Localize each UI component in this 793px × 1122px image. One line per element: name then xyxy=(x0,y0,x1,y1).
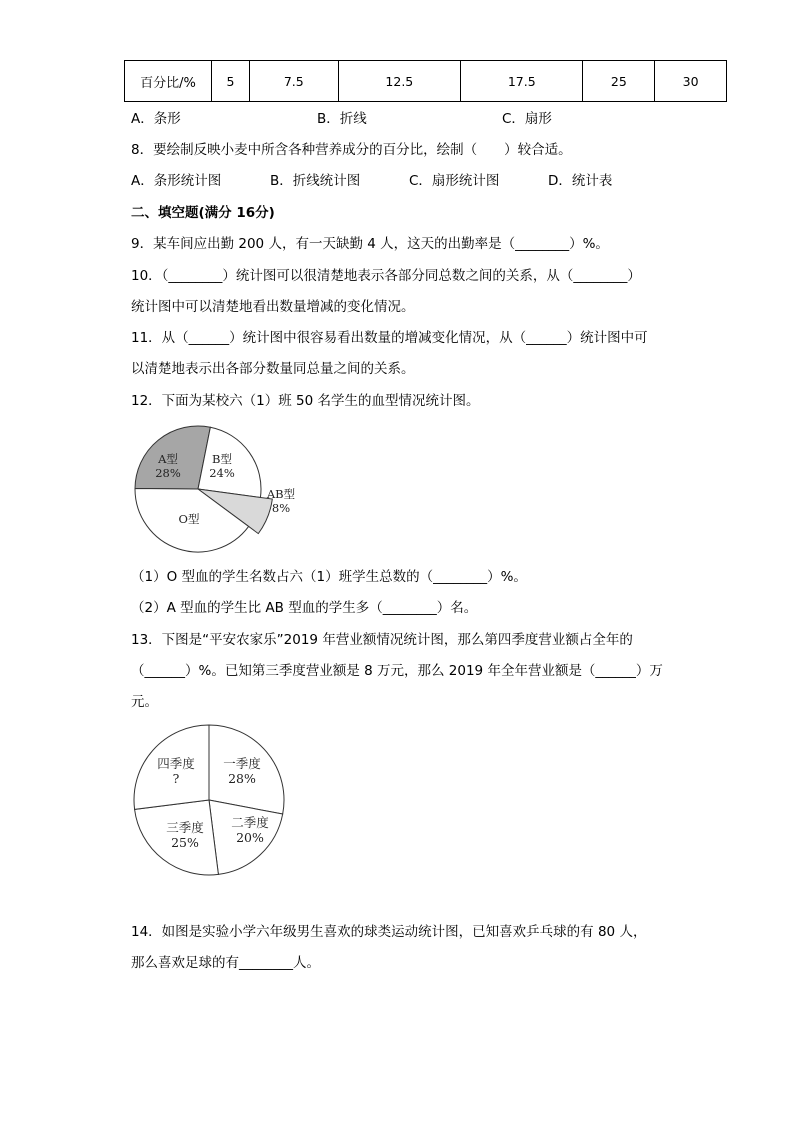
table-cell: 25 xyxy=(583,61,655,102)
slice-value-label: 20% xyxy=(236,830,264,845)
q7-option-c: C．扇形 xyxy=(502,111,552,127)
q11-line-1: 11．从（______）统计图中很容易看出数量的增减变化情况，从（______）统计图中可 xyxy=(131,330,648,346)
q8-option-c: C．扇形统计图 xyxy=(409,173,500,189)
slice-label: O型 xyxy=(178,512,200,526)
q14-line-1: 14．如图是实验小学六年级男生喜欢的球类运动统计图，已知喜欢乒乓球的有 80 人， xyxy=(131,924,647,940)
quarterly-revenue-pie-chart xyxy=(130,720,295,880)
q11-line-2: 以清楚地表示出各部分数量同总量之间的关系。 xyxy=(131,361,415,377)
q8-text: 8．要绘制反映小麦中所含各种营养成分的百分比，绘制（ ）较合适。 xyxy=(131,142,572,158)
q8-option-a: A．条形统计图 xyxy=(131,173,222,189)
table-row xyxy=(125,61,727,102)
q12-text: 12．下面为某校六（1）班 50 名学生的血型情况统计图。 xyxy=(131,393,480,409)
slice-value-label: 25% xyxy=(171,835,199,850)
percentage-table xyxy=(124,60,727,102)
slice-value-label: ? xyxy=(172,771,180,786)
q10-line-2: 统计图中可以清楚地看出数量增减的变化情况。 xyxy=(131,299,415,315)
q13-line-2: （______）%。已知第三季度营业额是 8 万元，那么 2019 年全年营业额是（______）万 xyxy=(131,663,663,679)
slice-label: 四季度 xyxy=(157,756,195,771)
blood-type-pie-chart xyxy=(130,420,300,560)
q7-option-b: B．折线 xyxy=(317,111,367,127)
q8-option-b: B．折线统计图 xyxy=(270,173,361,189)
table-cell: 30 xyxy=(655,61,727,102)
q7-option-a: A．条形 xyxy=(131,111,181,127)
q14-line-2: 那么喜欢足球的有________人。 xyxy=(131,955,320,971)
slice-label: 三季度 xyxy=(166,820,204,835)
slice-value-label: 8% xyxy=(271,501,291,515)
table-header-cell: 百分比/% xyxy=(125,61,212,102)
q8-option-d: D．统计表 xyxy=(548,173,613,189)
slice-label: 二季度 xyxy=(231,815,269,830)
table-cell: 5 xyxy=(212,61,250,102)
q12-sub2: （2）A 型血的学生比 AB 型血的学生多（________）名。 xyxy=(131,600,478,616)
slice-label: AB型 xyxy=(266,487,296,501)
slice-value-label: 24% xyxy=(209,466,235,480)
q13-line-3: 元。 xyxy=(131,694,158,710)
q10-line-1: 10．（________）统计图可以很清楚地表示各部分同总数之间的关系，从（________） xyxy=(131,268,641,284)
table-cell: 12.5 xyxy=(338,61,460,102)
q13-line-1: 13．下图是“平安农家乐”2019 年营业额情况统计图，那么第四季度营业额占全年的 xyxy=(131,632,633,648)
q9-text: 9．某车间应出勤 200 人，有一天缺勤 4 人，这天的出勤率是（________）%。 xyxy=(131,236,609,252)
table-cell: 17.5 xyxy=(461,61,583,102)
q12-sub1: （1）O 型血的学生名数占六（1）班学生总数的（________）%。 xyxy=(131,569,527,585)
section-title: 二、填空题(满分 16分) xyxy=(131,205,275,221)
table-cell: 7.5 xyxy=(249,61,338,102)
slice-label: 一季度 xyxy=(223,756,261,771)
slice-label: A型 xyxy=(158,452,178,466)
slice-value-label: 28% xyxy=(228,771,256,786)
slice-value-label: 28% xyxy=(155,466,181,480)
slice-label: B型 xyxy=(212,452,232,466)
